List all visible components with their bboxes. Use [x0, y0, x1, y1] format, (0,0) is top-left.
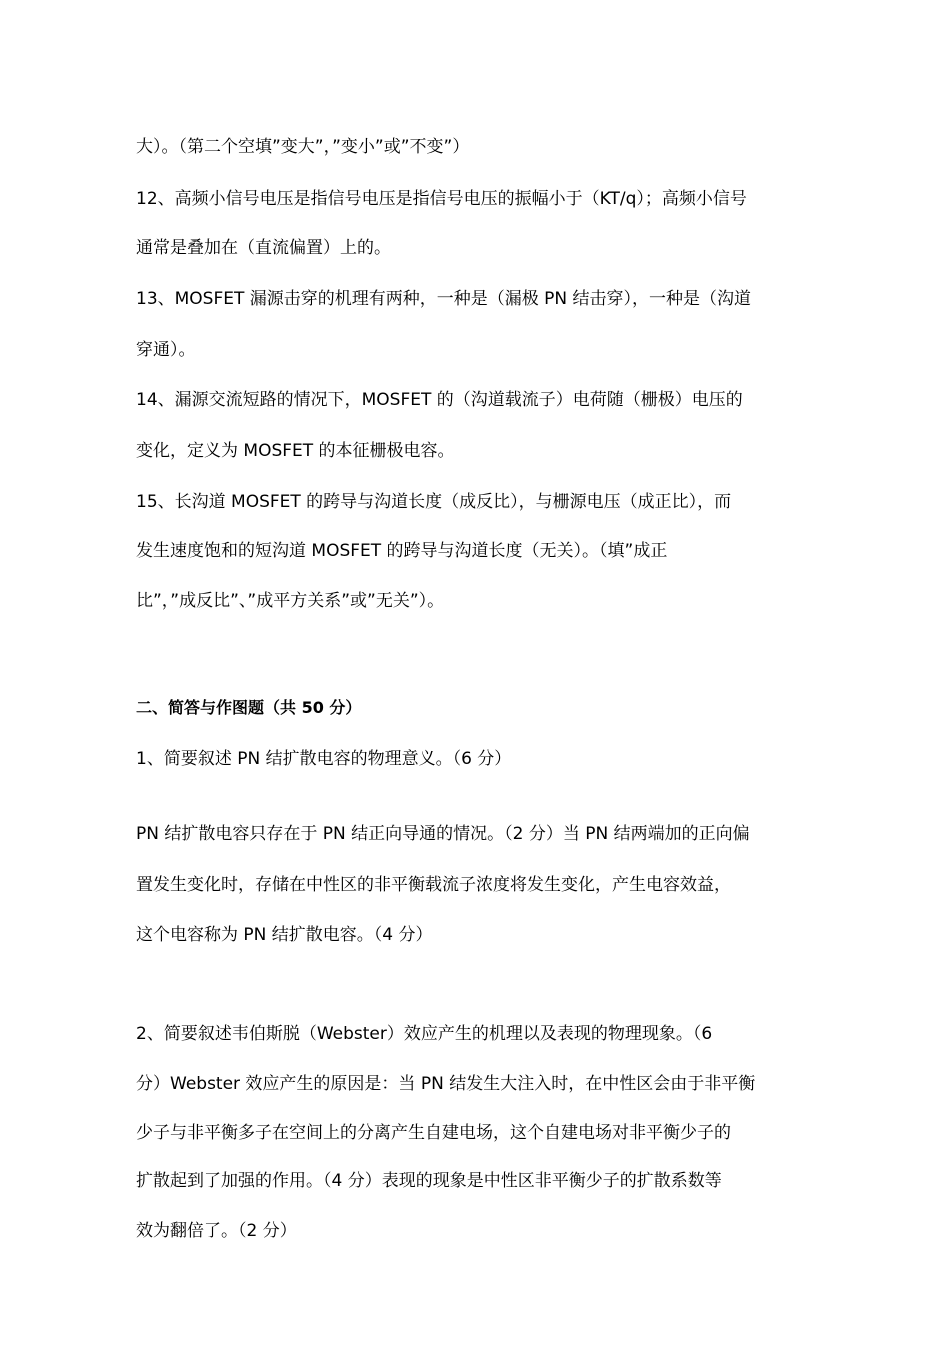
answer-2-line: 少子与非平衡多子在空间上的分离产生自建电场，这个自建电场对非平衡少子的	[136, 1123, 731, 1143]
answer-1-line: PN 结扩散电容只存在于 PN 结正向导通的情况。（2 分）当 PN 结两端加的正向偏	[136, 824, 750, 844]
answer-2-line: 分）Webster 效应产生的原因是：当 PN 结发生大注入时，在中性区会由于非平衡	[136, 1074, 756, 1094]
text-line: 15、长沟道 MOSFET 的跨导与沟道长度（成反比），与栅源电压（成正比），而	[136, 492, 732, 512]
question-1: 1、简要叙述 PN 结扩散电容的物理意义。（6 分）	[136, 749, 512, 769]
text-line: 比”，”成反比”、”成平方关系”或”无关”）。	[136, 591, 445, 611]
section-heading: 二、简答与作图题（共 50 分）	[136, 698, 362, 717]
text-line: 穿通）。	[136, 340, 196, 360]
text-line: 12、高频小信号电压是指信号电压是指信号电压的振幅小于（KT/q）；高频小信号	[136, 189, 747, 209]
text-line: 通常是叠加在（直流偏置）上的。	[136, 238, 391, 258]
text-line: 发生速度饱和的短沟道 MOSFET 的跨导与沟道长度（无关）。（填”成正	[136, 541, 668, 561]
question-2: 2、简要叙述韦伯斯脱（Webster）效应产生的机理以及表现的物理现象。（6	[136, 1024, 713, 1044]
text-line: 13、MOSFET 漏源击穿的机理有两种，一种是（漏极 PN 结击穿），一种是（沟道	[136, 289, 752, 309]
text-line: 14、漏源交流短路的情况下，MOSFET 的（沟道载流子）电荷随（栅极）电压的	[136, 390, 743, 410]
answer-1-line: 这个电容称为 PN 结扩散电容。（4 分）	[136, 925, 433, 945]
text-line: 大）。（第二个空填”变大”，”变小”或”不变”）	[136, 137, 470, 157]
text-line: 变化，定义为 MOSFET 的本征栅极电容。	[136, 441, 455, 461]
answer-2-line: 效为翻倍了。（2 分）	[136, 1221, 297, 1241]
answer-2-line: 扩散起到了加强的作用。（4 分）表现的现象是中性区非平衡少子的扩散系数等	[136, 1171, 722, 1191]
answer-1-line: 置发生变化时，存储在中性区的非平衡载流子浓度将发生变化，产生电容效益，	[136, 875, 731, 895]
